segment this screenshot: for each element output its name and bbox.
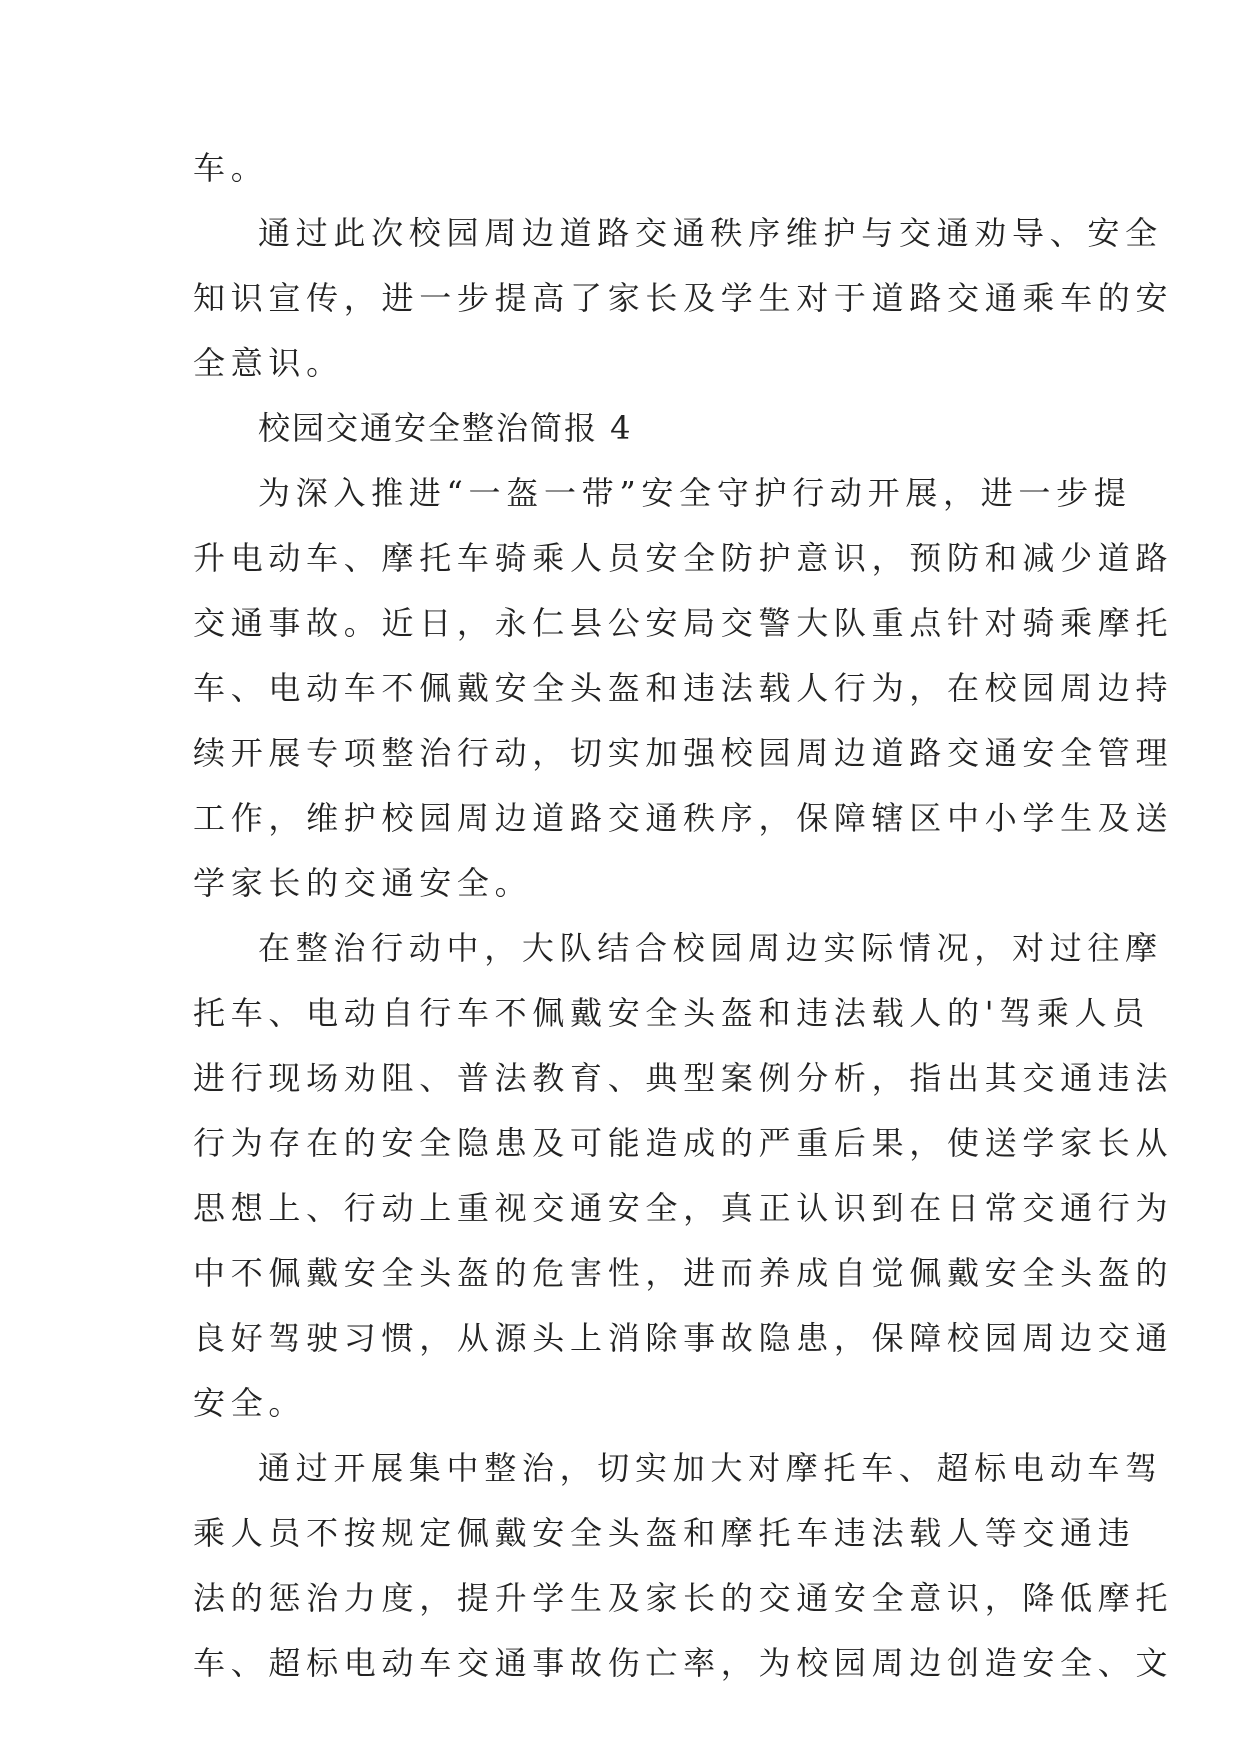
text-line: 学家长的交通安全。: [193, 864, 533, 902]
text-line: 续开展专项整治行动，切实加强校园周边道路交通安全管理: [193, 734, 1174, 772]
text-line: 中不佩戴安全头盔的危害性，进而养成自觉佩戴安全头盔的: [193, 1254, 1174, 1292]
text-line: 全意识。: [193, 344, 344, 382]
text-line: 法的惩治力度，提升学生及家长的交通安全意识，降低摩托: [193, 1579, 1174, 1617]
paragraph-start-line: 通过此次校园周边道路交通秩序维护与交通劝导、安全: [258, 214, 1163, 252]
text-line: 车、电动车不佩戴安全头盔和违法载人行为，在校园周边持: [193, 669, 1174, 707]
text-line: 托车、电动自行车不佩戴安全头盔和违法载人的'驾乘人员: [193, 994, 1150, 1032]
text-line: 车、超标电动车交通事故伤亡率，为校园周边创造安全、文: [193, 1644, 1174, 1682]
section-heading: 校园交通安全整治简报 4: [258, 409, 633, 447]
text-line: 良好驾驶习惯，从源头上消除事故隐患，保障校园周边交通: [193, 1319, 1174, 1357]
text-line: 行为存在的安全隐患及可能造成的严重后果，使送学家长从: [193, 1124, 1174, 1162]
text-line: 安全。: [193, 1384, 307, 1422]
text-line: 工作，维护校园周边道路交通秩序，保障辖区中小学生及送: [193, 799, 1174, 837]
paragraph-start-line: 通过开展集中整治，切实加大对摩托车、超标电动车驾: [258, 1449, 1163, 1487]
text-line: 车。: [193, 149, 269, 187]
paragraph-start-line: 在整治行动中，大队结合校园周边实际情况，对过往摩: [258, 929, 1163, 967]
text-line: 知识宣传，进一步提高了家长及学生对于道路交通乘车的安: [193, 279, 1174, 317]
text-line: 交通事故。近日，永仁县公安局交警大队重点针对骑乘摩托: [193, 604, 1174, 642]
text-line: 乘人员不按规定佩戴安全头盔和摩托车违法载人等交通违: [193, 1514, 1136, 1552]
text-line: 升电动车、摩托车骑乘人员安全防护意识，预防和减少道路: [193, 539, 1174, 577]
paragraph-start-line: 为深入推进“一盔一带”安全守护行动开展，进一步提: [258, 474, 1132, 512]
text-line: 进行现场劝阻、普法教育、典型案例分析，指出其交通违法: [193, 1059, 1174, 1097]
text-line: 思想上、行动上重视交通安全，真正认识到在日常交通行为: [193, 1189, 1174, 1227]
